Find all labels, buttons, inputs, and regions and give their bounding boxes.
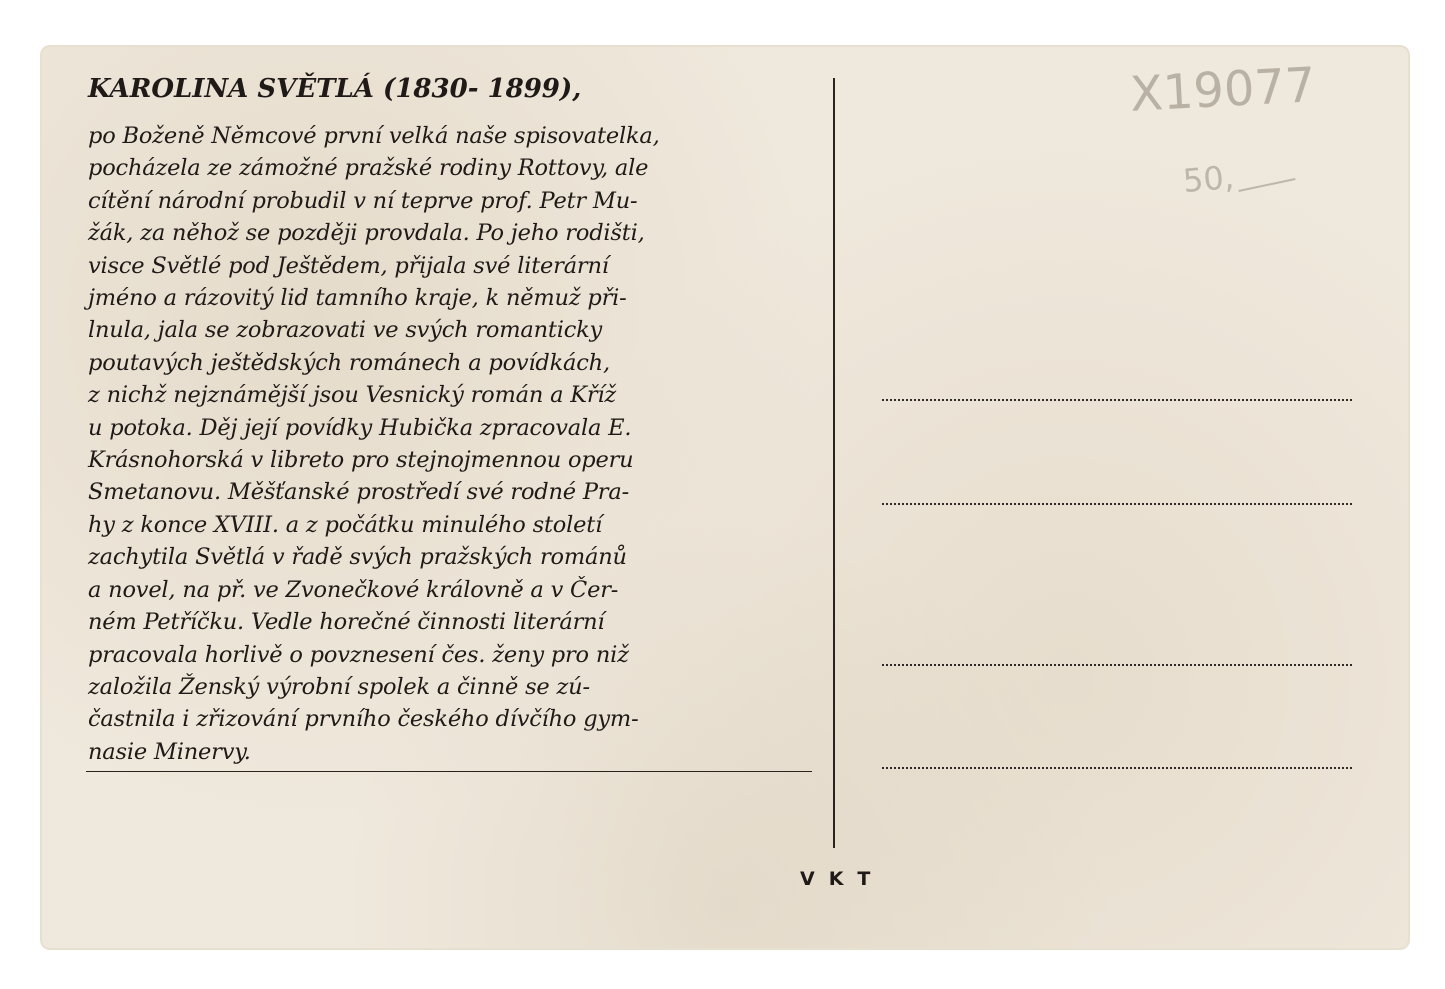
text-line: Smetanovu. Měšťanské prostředí své rodné Pra- [88,479,629,506]
text-line: z nichž nejznámější jsou Vesnický román a Kříž [88,382,617,409]
handwritten-price: 50, [1181,157,1236,201]
text-line: hy z konce XVIII. a z počátku minulého století [88,511,603,538]
text-line: pracovala horlivě o povznesení čes. ženy pro niž [88,641,629,668]
text-line: poutavých ještědských románech a povídkách, [88,349,610,376]
handwritten-inventory-number: X19077 [1128,57,1317,123]
text-line: žák, za něhož se později provdala. Po jeho rodišti, [88,220,645,247]
biography-text [88,120,828,768]
text-line: a novel, na př. ve Zvonečkové královně a v Čer- [88,576,619,603]
text-line: častnila i zřizování prvního českého dívčího gym- [88,706,639,733]
text-line: po Boženě Němcové první velká naše spisovatelka, [88,123,660,149]
text-line: zachytila Světlá v řadě svých pražských románů [88,544,627,571]
text-line: jméno a rázovitý lid tamního kraje, k němuž při- [88,285,627,312]
text-line: Krásnohorská v libreto pro stejnojmennou operu [88,447,634,474]
center-divider [833,78,835,848]
address-line [882,664,1352,666]
address-line [882,503,1352,505]
text-line: založila Ženský výrobní spolek a činně se zú- [88,673,590,700]
text-line: ném Petříčku. Vedle horečné činnosti literární [88,609,605,636]
text-line: u potoka. Děj její povídky Hubička zpracovala E. [88,414,632,441]
text-line: lnula, jala se zobrazovati ve svých romanticky [88,317,603,344]
text-line: cítění národní probudil v ní teprve prof. Petr Mu- [88,187,638,214]
address-line [882,767,1352,769]
postcard-title: KAROLINA SVĚTLÁ (1830- 1899), [88,74,582,104]
address-line [882,399,1352,401]
text-line: visce Světlé pod Ještědem, přijala své literární [88,252,609,279]
text-end-rule [86,771,812,772]
text-line: pocházela ze zámožné pražské rodiny Rottovy, ale [88,155,649,182]
publisher-mark: VKT [800,868,885,890]
text-line: nasie Minervy. [88,738,251,765]
